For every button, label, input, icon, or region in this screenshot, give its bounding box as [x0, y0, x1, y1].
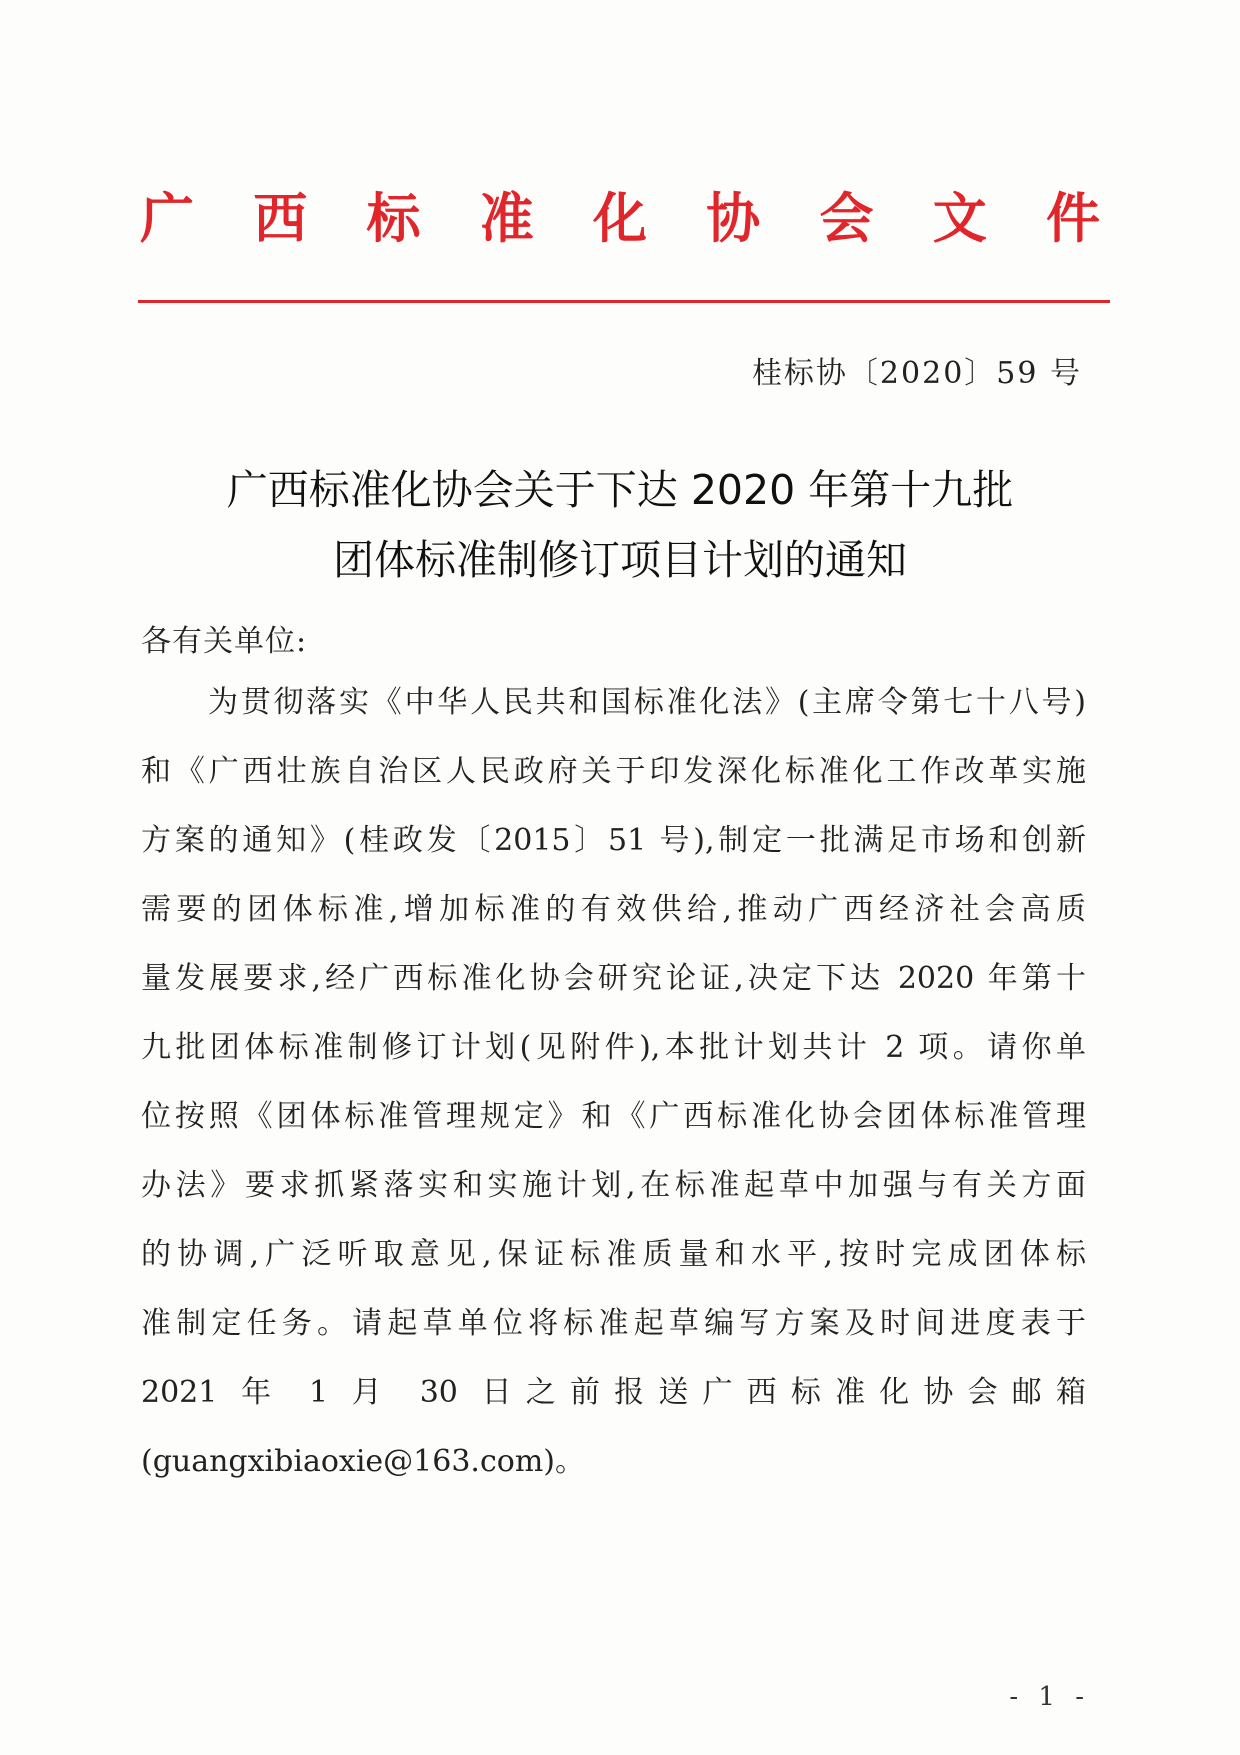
page-number: - 1 - — [1009, 1682, 1090, 1712]
header-char: 广 — [140, 186, 194, 250]
body-line: 准制定任务。请起草单位将标准起草编写方案及时间进度表于 — [141, 1306, 1086, 1341]
body-line: 九批团体标准制修订计划(见附件),本批计划共计 2 项。请你单 — [141, 1030, 1086, 1065]
header-divider — [138, 300, 1110, 303]
body-line: 和《广西壮族自治区人民政府关于印发深化标准化工作改革实施 — [141, 754, 1086, 789]
header-char: 化 — [593, 186, 647, 250]
body-line: 办法》要求抓紧落实和实施计划,在标准起草中加强与有关方面 — [141, 1168, 1086, 1203]
body-line: 需要的团体标准,增加标准的有效供给,推动广西经济社会高质 — [141, 892, 1086, 927]
body-line: 位按照《团体标准管理规定》和《广西标准化协会团体标准管理 — [141, 1099, 1086, 1134]
document-title-line-1: 广西标准化协会关于下达 2020 年第十九批 — [226, 466, 1014, 514]
document-number: 桂标协〔2020〕59 号 — [751, 356, 1082, 391]
header-char: 文 — [932, 186, 987, 250]
document-header-title — [140, 178, 1100, 258]
header-char: 会 — [819, 186, 874, 250]
header-char: 件 — [1046, 186, 1100, 250]
header-char: 协 — [706, 186, 761, 250]
body-line: 方案的通知》(桂政发〔2015〕51 号),制定一批满足市场和创新 — [141, 823, 1086, 858]
header-char: 准 — [479, 186, 534, 250]
body-line: (guangxibiaoxie@163.com)。 — [141, 1444, 585, 1479]
body-line: 的协调,广泛听取意见,保证标准质量和水平,按时完成团体标 — [141, 1237, 1086, 1272]
body-line: 2021 年 1 月 30 日之前报送广西标准化协会邮箱 — [141, 1375, 1086, 1410]
header-char: 标 — [366, 186, 421, 250]
document-title-line-2: 团体标准制修订项目计划的通知 — [333, 536, 907, 584]
body-line: 为贯彻落实《中华人民共和国标准化法》(主席令第七十八号) — [208, 685, 1086, 720]
body-line: 量发展要求,经广西标准化协会研究论证,决定下达 2020 年第十 — [141, 961, 1086, 996]
header-char: 西 — [253, 186, 308, 250]
salutation: 各有关单位: — [141, 624, 308, 659]
